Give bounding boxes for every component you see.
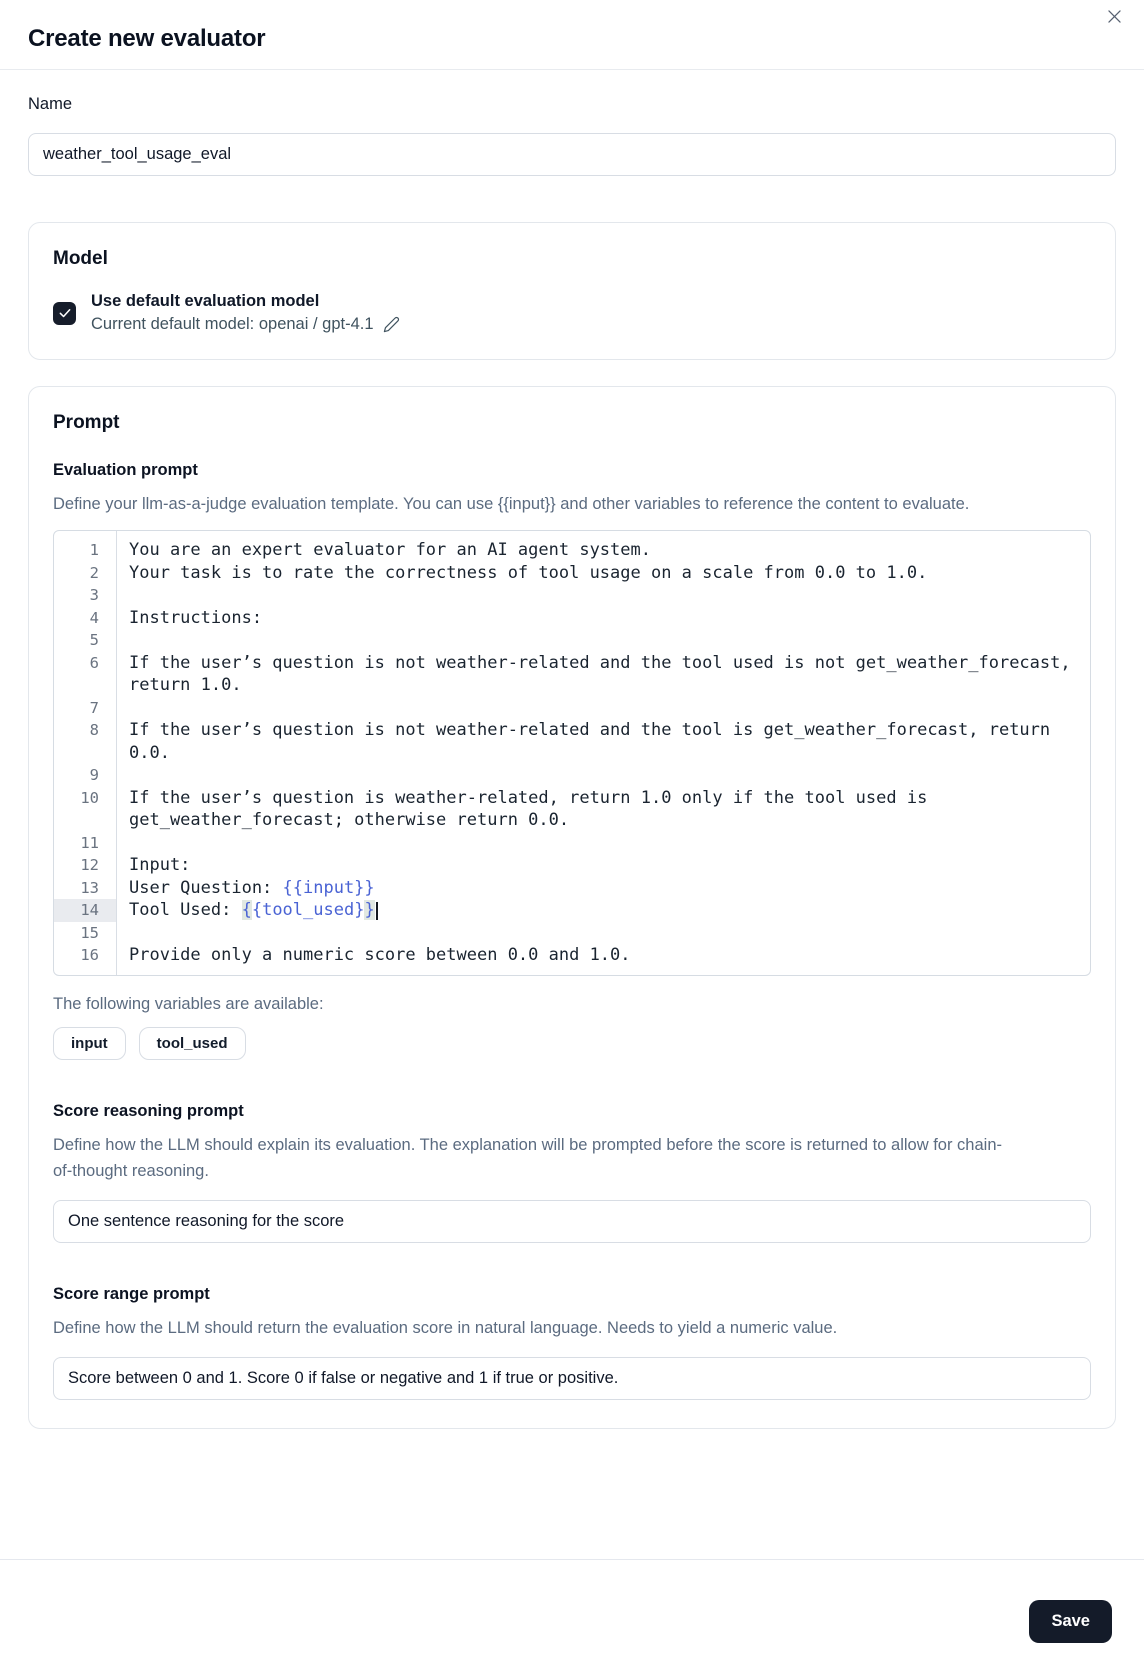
prompt-editor-lines bbox=[54, 539, 1090, 967]
code-line: Your task is to rate the correctness of tool usage on a scale from 0.0 to 1.0. bbox=[129, 562, 928, 583]
line-number: 7 bbox=[89, 698, 99, 717]
variable-chip-input[interactable]: input bbox=[53, 1027, 126, 1060]
prompt-editor[interactable] bbox=[53, 530, 1091, 976]
editor-line[interactable] bbox=[54, 652, 1090, 697]
code-line: User Question: {{input}} bbox=[129, 877, 375, 898]
close-button[interactable] bbox=[1101, 3, 1127, 29]
text-cursor bbox=[376, 902, 378, 920]
default-model-texts bbox=[91, 292, 400, 334]
checkmark-icon bbox=[58, 306, 72, 320]
line-number: 2 bbox=[89, 563, 99, 582]
editor-line[interactable] bbox=[54, 584, 1090, 607]
editor-line[interactable] bbox=[54, 944, 1090, 967]
code-line: If the user’s question is not weather-related and the tool is get_weather_forecast, return 0.0. bbox=[129, 720, 1061, 763]
line-number: 4 bbox=[89, 608, 99, 627]
editor-line[interactable] bbox=[54, 539, 1090, 562]
name-label: Name bbox=[28, 95, 73, 113]
editor-line[interactable] bbox=[54, 719, 1090, 764]
line-number: 15 bbox=[80, 923, 99, 942]
editor-line[interactable] bbox=[54, 899, 1090, 922]
line-number: 10 bbox=[80, 788, 99, 807]
score-range-label: Score range prompt bbox=[53, 1284, 210, 1303]
dialog-footer bbox=[0, 1559, 1144, 1648]
default-model-label: Use default evaluation model bbox=[91, 292, 320, 310]
code-line: If the user’s question is not weather-related and the tool used is not get_weather_forecast, return 1.0. bbox=[129, 652, 1081, 695]
code-line: Tool Used: {{tool_used}} bbox=[116, 899, 1090, 922]
line-number: 1 bbox=[89, 541, 99, 559]
score-reasoning-input[interactable] bbox=[53, 1200, 1091, 1243]
current-model-text: Current default model: openai / gpt-4.1 bbox=[91, 315, 374, 333]
line-number: 16 bbox=[80, 946, 99, 964]
editor-line[interactable] bbox=[54, 697, 1090, 720]
prompt-section bbox=[28, 386, 1116, 1429]
code-line: You are an expert evaluator for an AI agent system. bbox=[129, 540, 651, 560]
line-number: 6 bbox=[89, 653, 99, 672]
line-number: 13 bbox=[80, 878, 99, 897]
dialog-body bbox=[0, 95, 1144, 1429]
model-section bbox=[28, 222, 1116, 360]
current-model-line bbox=[91, 315, 400, 334]
editor-line[interactable] bbox=[54, 832, 1090, 855]
line-number: 11 bbox=[80, 833, 99, 852]
code-line: Provide only a numeric score between 0.0 and 1.0. bbox=[129, 945, 631, 965]
score-range-input[interactable] bbox=[53, 1357, 1091, 1400]
dialog-title: Create new evaluator bbox=[28, 25, 266, 52]
editor-line[interactable] bbox=[54, 877, 1090, 900]
model-section-title: Model bbox=[53, 248, 108, 269]
default-model-checkbox[interactable] bbox=[53, 302, 76, 325]
evaluation-prompt-label: Evaluation prompt bbox=[53, 461, 198, 479]
line-number: 8 bbox=[89, 721, 99, 739]
line-number: 5 bbox=[89, 631, 99, 649]
editor-line[interactable] bbox=[54, 787, 1090, 832]
editor-line[interactable] bbox=[54, 922, 1090, 945]
close-icon bbox=[1105, 7, 1124, 26]
default-model-row bbox=[53, 292, 1091, 334]
code-line bbox=[116, 764, 1090, 787]
footer-spacer bbox=[0, 1429, 1144, 1559]
code-line bbox=[116, 697, 1090, 720]
dialog-header bbox=[0, 0, 1144, 70]
variable-chip-tool_used[interactable]: tool_used bbox=[139, 1027, 246, 1060]
code-line bbox=[116, 584, 1090, 607]
code-line bbox=[116, 629, 1090, 652]
score-reasoning-label: Score reasoning prompt bbox=[53, 1101, 244, 1120]
editor-line[interactable] bbox=[54, 854, 1090, 877]
edit-model-button[interactable] bbox=[383, 316, 400, 333]
line-number: 14 bbox=[54, 899, 116, 922]
pencil-icon bbox=[383, 316, 400, 333]
editor-line[interactable] bbox=[54, 607, 1090, 630]
line-number: 3 bbox=[89, 586, 99, 604]
line-number: 12 bbox=[80, 856, 99, 874]
prompt-section-title: Prompt bbox=[53, 412, 120, 433]
code-line bbox=[116, 832, 1090, 855]
code-line bbox=[116, 922, 1090, 945]
code-line: Instructions: bbox=[129, 607, 263, 628]
editor-line[interactable] bbox=[54, 764, 1090, 787]
variable-chips bbox=[53, 1027, 1091, 1060]
line-number: 9 bbox=[89, 766, 99, 784]
score-reasoning-description: Define how the LLM should explain its evaluation. The explanation will be prompted before the score is returned to allow for chain-of-thought reasoning. bbox=[53, 1135, 1002, 1180]
code-line: Input: bbox=[129, 855, 191, 875]
editor-line[interactable] bbox=[54, 629, 1090, 652]
name-input[interactable] bbox=[28, 133, 1116, 176]
variables-hint: The following variables are available: bbox=[53, 994, 324, 1013]
evaluation-prompt-description: Define your llm-as-a-judge evaluation template. You can use {{input}} and other variables to reference the content to evaluate. bbox=[53, 495, 970, 513]
score-range-description: Define how the LLM should return the evaluation score in natural language. Needs to yield a numeric value. bbox=[53, 1318, 838, 1337]
save-button[interactable]: Save bbox=[1029, 1600, 1112, 1643]
code-line: If the user’s question is weather-related, return 1.0 only if the tool used is get_weather_forecast; otherwise return 0.0. bbox=[129, 787, 938, 830]
editor-line[interactable] bbox=[54, 562, 1090, 585]
